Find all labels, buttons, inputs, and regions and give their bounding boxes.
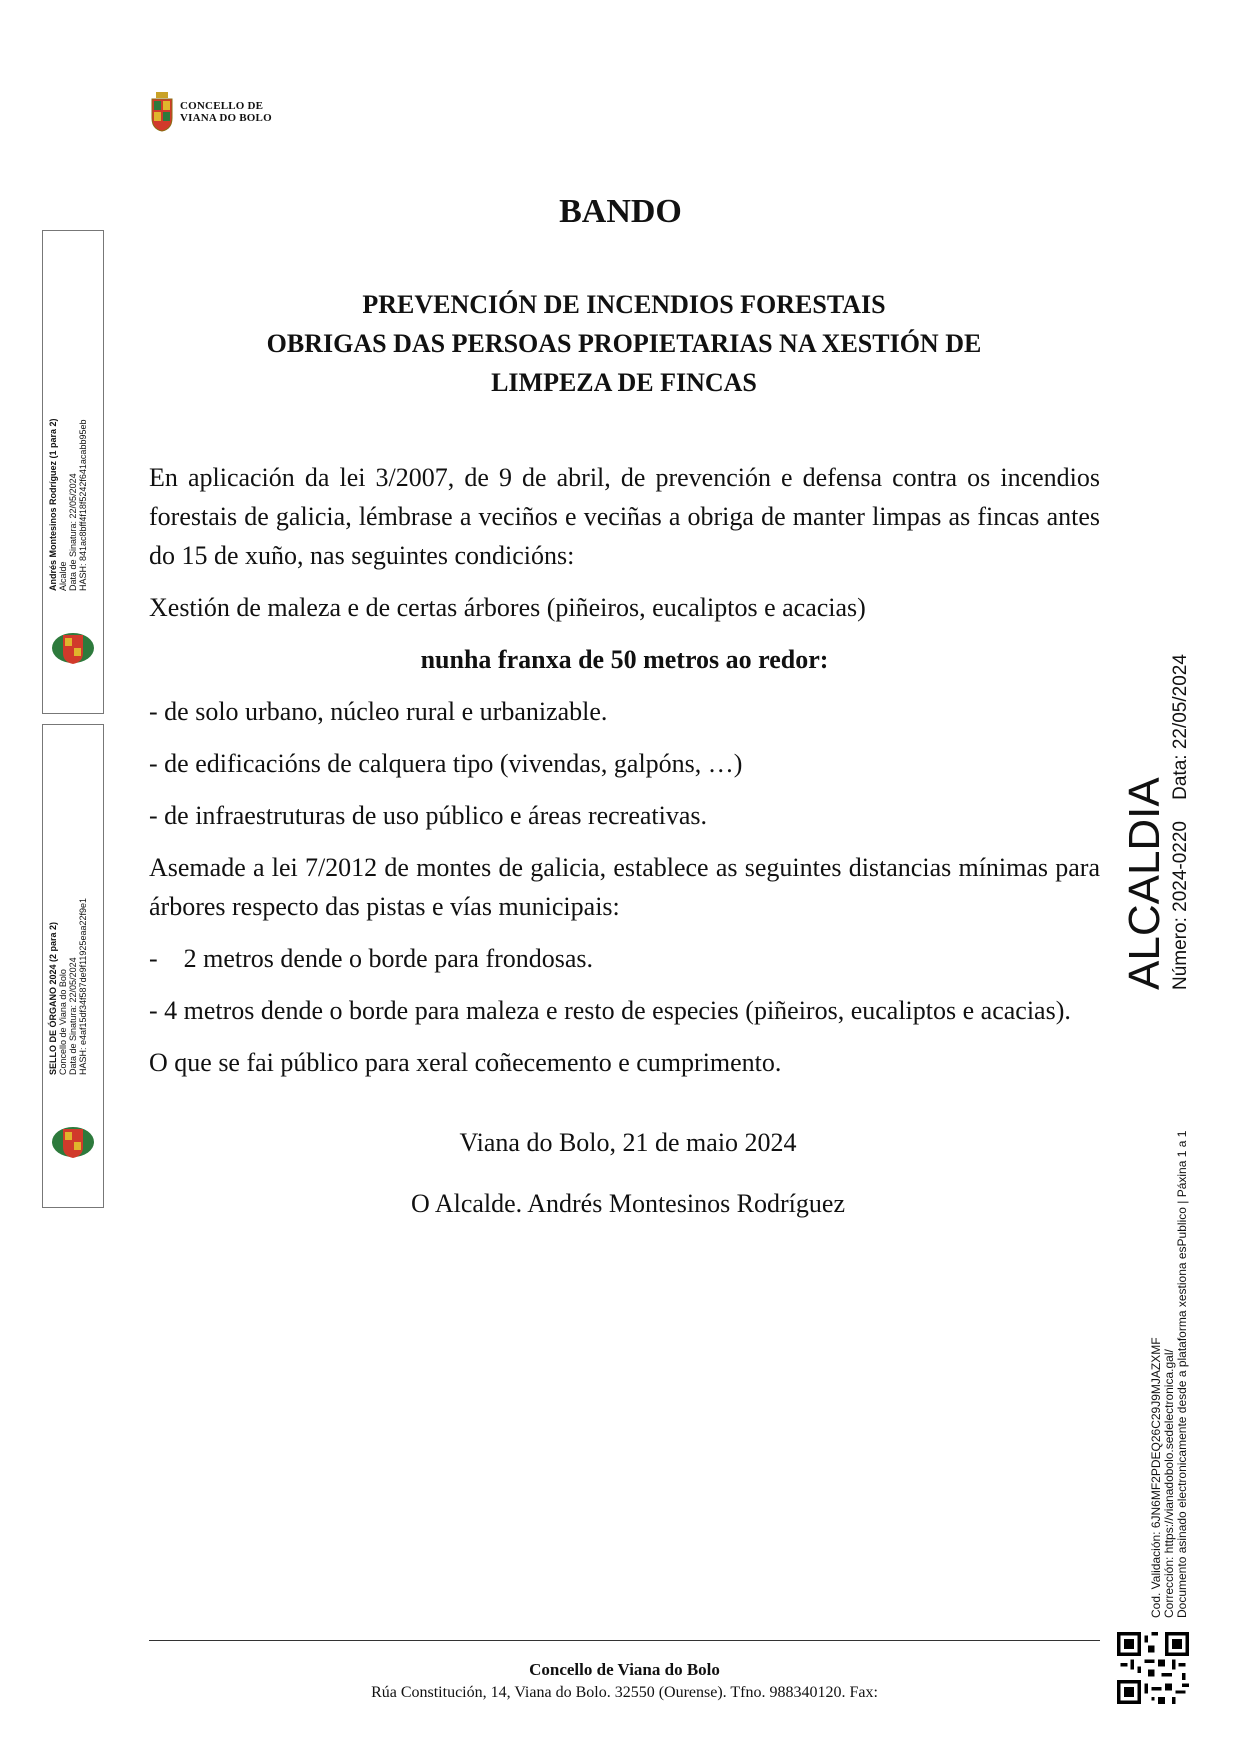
place-date: Viana do Bolo, 21 de maio 2024 <box>459 1128 797 1157</box>
signature-box-1 <box>42 230 104 714</box>
signature-1-text <box>48 418 88 591</box>
subtitle-line-2: OBRIGAS DAS PERSOAS PROPIETARIAS NA XESTIÓN DE <box>266 329 982 358</box>
signature-2-text <box>48 898 88 1075</box>
subtitle-line-1: PREVENCIÓN DE INCENDIOS FORESTAIS <box>362 290 886 319</box>
registry-department: ALCALDIA <box>1120 777 1169 990</box>
document-body <box>149 458 1100 1095</box>
registry-number-date <box>1170 654 1192 990</box>
validation-note: Documento asinado electronicamente desde a plataforma xestiona esPublico | Páxina 1 a 1 <box>1175 1130 1189 1618</box>
coat-of-arms-icon <box>51 631 95 665</box>
document-subtitle <box>150 285 1098 402</box>
signature-box-2 <box>42 724 104 1208</box>
intro-paragraph: En aplicación da lei 3/2007, de 9 de abril, de prevención e defensa contra os incendios forestais de galicia, lémbrase a veciños e veciñas a obriga de manter limpas as fincas antes do 15 de xuño, nas seguintes condicións: <box>149 463 1100 570</box>
logo-line-2: VIANA DO BOLO <box>180 112 272 124</box>
list-item-distance-1: - 2 metros dende o borde para frondosas. <box>149 944 594 973</box>
signature-2-hash: HASH: e4af15df34f587de9f11925eaa22f9e1 <box>78 898 88 1075</box>
footer-address: Rúa Constitución, 14, Viana do Bolo. 32550 (Ourense). Tfno. 988340120. Fax: <box>371 1684 878 1701</box>
signature-1-role: Alcalde <box>58 561 68 591</box>
signer: O Alcalde. Andrés Montesinos Rodríguez <box>411 1189 845 1218</box>
header-logo <box>150 92 272 132</box>
subtitle-line-3: LIMPEZA DE FINCAS <box>491 368 757 397</box>
coat-of-arms-icon <box>51 1125 95 1159</box>
validation-url: Corrección: https://vianadobolo.sedelectronica.gal/ <box>1162 1349 1176 1618</box>
qr-code <box>1117 1632 1189 1704</box>
registry-number: Número: 2024-0220 <box>1170 821 1191 990</box>
document-title: BANDO <box>559 193 682 230</box>
signature-2-date: Data de Sinatura: 22/05/2024 <box>68 957 78 1075</box>
coat-of-arms-icon <box>150 92 174 132</box>
list-item-distance-2: - 4 metros dende o borde para maleza e resto de especies (piñeiros, eucaliptos e acacias). <box>149 996 1071 1025</box>
signature-1-hash: HASH: 841ac8bff4f18f5242f641acabb95eb <box>78 419 88 591</box>
closing-paragraph: O que se fai público para xeral coñecemento e cumprimento. <box>149 1048 782 1077</box>
law-paragraph: Asemade a lei 7/2012 de montes de galicia, establece as seguintes distancias mínimas para árbores respecto das pistas e vías municipais: <box>149 853 1100 921</box>
signature-2-name: SELLO DE ÓRGANO 2024 (2 para 2) <box>48 921 58 1075</box>
footer-divider <box>149 1640 1100 1641</box>
strip-heading: nunha franxa de 50 metros ao redor: <box>420 645 829 674</box>
list-item-buildings: - de edificacións de calquera tipo (vivendas, galpóns, …) <box>149 749 743 778</box>
logo-line-1: CONCELLO DE <box>180 100 264 112</box>
validation-text <box>1150 1131 1189 1618</box>
signature-1-date: Data de Sinatura: 22/05/2024 <box>68 473 78 591</box>
list-item-infrastructure: - de infraestruturas de uso público e áreas recreativas. <box>149 801 708 830</box>
signature-2-org: Concello de Viana do Bolo <box>58 969 68 1075</box>
validation-code: Cod. Validación: 6JN6MF2PDEQ26C29J9MJAZXMF <box>1149 1337 1163 1618</box>
footer-name: Concello de Viana do Bolo <box>529 1660 720 1679</box>
list-item-urban: - de solo urbano, núcleo rural e urbanizable. <box>149 697 608 726</box>
signature-1-name: Andrés Montesinos Rodríguez (1 para 2) <box>48 418 58 591</box>
management-paragraph: Xestión de maleza e de certas árbores (piñeiros, eucaliptos e acacias) <box>149 593 866 622</box>
registry-date: Data: 22/05/2024 <box>1170 654 1191 800</box>
